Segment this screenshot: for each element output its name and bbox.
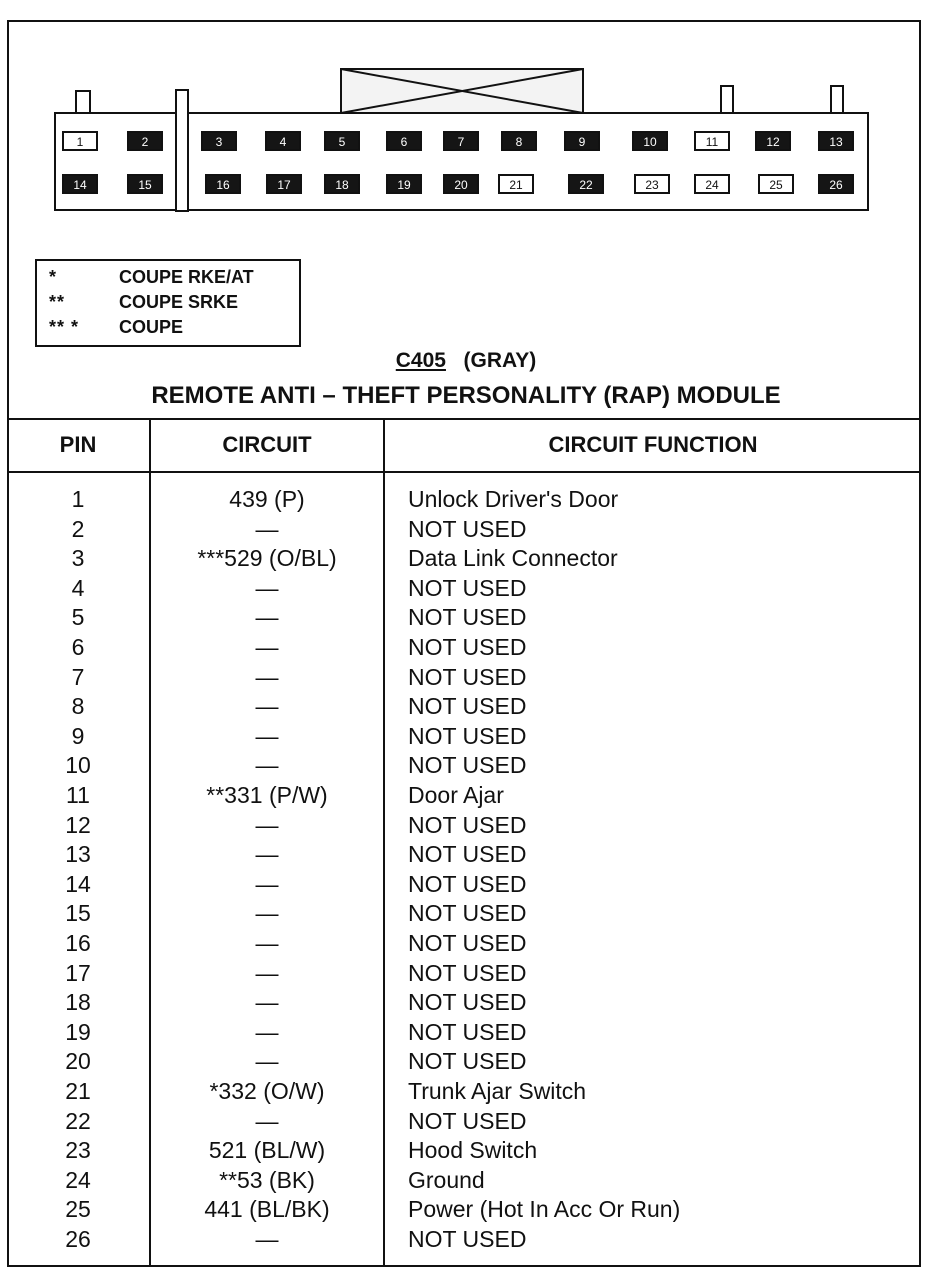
pin-label: 26 bbox=[829, 178, 843, 192]
pin-5 bbox=[325, 132, 359, 150]
pin-14 bbox=[63, 175, 97, 193]
pin-19 bbox=[387, 175, 421, 193]
pin-cell: 11 bbox=[66, 782, 90, 808]
function-cell: NOT USED bbox=[408, 604, 527, 631]
pin-cell: 24 bbox=[65, 1166, 91, 1193]
circuit-cell: — bbox=[255, 959, 279, 986]
connector-color: (GRAY) bbox=[463, 349, 537, 372]
pin-label: 2 bbox=[141, 135, 149, 149]
circuit-cell: — bbox=[255, 900, 279, 927]
function-cell: NOT USED bbox=[408, 722, 527, 749]
pin-cell: 6 bbox=[71, 634, 85, 660]
table-row bbox=[0, 575, 932, 605]
table-row bbox=[0, 1226, 932, 1256]
table-row bbox=[0, 841, 932, 871]
circuit-cell: *332 (O/W) bbox=[209, 1078, 325, 1104]
table-row bbox=[0, 782, 932, 812]
pin-7 bbox=[444, 132, 478, 150]
circuit-cell: — bbox=[255, 989, 279, 1016]
table-row bbox=[0, 930, 932, 960]
pin-cell: 2 bbox=[71, 515, 85, 542]
pin-label: 23 bbox=[645, 178, 659, 192]
pin-cell: 14 bbox=[65, 870, 91, 897]
legend-row bbox=[49, 315, 299, 340]
circuit-cell: — bbox=[255, 515, 279, 542]
pin-8 bbox=[502, 132, 536, 150]
circuit-cell: — bbox=[255, 693, 279, 720]
table-row bbox=[0, 1048, 932, 1078]
pin-23 bbox=[635, 175, 669, 193]
legend-box bbox=[35, 259, 301, 347]
function-cell: NOT USED bbox=[408, 811, 527, 838]
pin-label: 1 bbox=[76, 135, 84, 149]
pin-cell: 23 bbox=[65, 1137, 91, 1164]
function-cell: NOT USED bbox=[408, 663, 527, 690]
pin-label: 12 bbox=[766, 135, 780, 149]
pin-11 bbox=[695, 132, 729, 150]
pin-cell: 5 bbox=[71, 604, 85, 631]
pin-label: 10 bbox=[643, 135, 657, 149]
function-cell: NOT USED bbox=[408, 634, 527, 660]
pin-22 bbox=[569, 175, 603, 193]
circuit-cell: — bbox=[255, 634, 279, 660]
pin-12 bbox=[756, 132, 790, 150]
pin-cell: 18 bbox=[65, 989, 91, 1016]
table-row bbox=[0, 900, 932, 930]
legend-row bbox=[49, 290, 299, 315]
legend-symbol: * bbox=[49, 267, 58, 287]
table-row bbox=[0, 604, 932, 634]
pin-cell: 7 bbox=[71, 663, 85, 690]
circuit-cell: **331 (P/W) bbox=[206, 782, 328, 808]
pin-cell: 22 bbox=[65, 1107, 91, 1134]
pin-24 bbox=[695, 175, 729, 193]
function-cell: NOT USED bbox=[408, 1018, 527, 1045]
circuit-cell: — bbox=[255, 930, 279, 956]
legend-row bbox=[49, 265, 299, 290]
function-cell: Door Ajar bbox=[408, 782, 504, 808]
pin-cell: 17 bbox=[65, 959, 91, 986]
function-cell: NOT USED bbox=[408, 870, 527, 897]
function-cell: Hood Switch bbox=[408, 1137, 538, 1164]
pin-26 bbox=[819, 175, 853, 193]
pin-cell: 26 bbox=[65, 1226, 91, 1252]
circuit-cell: 521 (BL/W) bbox=[208, 1137, 326, 1164]
circuit-cell: — bbox=[255, 1048, 279, 1075]
pin-cell: 25 bbox=[65, 1196, 91, 1223]
pin-cell: 21 bbox=[65, 1078, 91, 1104]
function-cell: NOT USED bbox=[408, 841, 527, 868]
pin-17 bbox=[267, 175, 301, 193]
table-row bbox=[0, 752, 932, 782]
pin-cell: 12 bbox=[65, 811, 91, 838]
pin-label: 13 bbox=[829, 135, 843, 149]
function-cell: NOT USED bbox=[408, 989, 527, 1016]
pin-label: 24 bbox=[705, 178, 719, 192]
pin-cell: 9 bbox=[71, 722, 85, 749]
pin-4 bbox=[266, 132, 300, 150]
circuit-cell: — bbox=[255, 604, 279, 631]
table-row bbox=[0, 871, 932, 901]
table-row bbox=[0, 1137, 932, 1167]
function-cell: NOT USED bbox=[408, 693, 527, 720]
pin-label: 18 bbox=[335, 178, 349, 192]
circuit-cell: — bbox=[255, 722, 279, 749]
function-cell: NOT USED bbox=[408, 1226, 527, 1252]
pin-3 bbox=[202, 132, 236, 150]
header-circuit: CIRCUIT bbox=[222, 432, 312, 457]
function-cell: NOT USED bbox=[408, 959, 527, 986]
pin-2 bbox=[128, 132, 162, 150]
circuit-cell: — bbox=[255, 574, 279, 601]
pin-label: 6 bbox=[400, 135, 408, 149]
table-row bbox=[0, 1078, 932, 1108]
legend-text: COUPE bbox=[119, 317, 184, 337]
pin-label: 16 bbox=[216, 178, 230, 192]
function-cell: Power (Hot In Acc Or Run) bbox=[408, 1196, 681, 1223]
pin-cell: 15 bbox=[65, 900, 91, 927]
circuit-cell: 441 (BL/BK) bbox=[204, 1196, 330, 1223]
function-cell: NOT USED bbox=[408, 574, 527, 601]
pin-label: 5 bbox=[338, 135, 346, 149]
circuit-cell: — bbox=[255, 1226, 279, 1252]
legend-symbol: ** bbox=[49, 292, 66, 312]
legend-symbol: ** * bbox=[49, 317, 80, 337]
pin-cell: 13 bbox=[65, 841, 91, 868]
function-cell: NOT USED bbox=[408, 900, 527, 927]
pin-cell: 19 bbox=[65, 1018, 91, 1045]
function-cell: NOT USED bbox=[408, 1048, 527, 1075]
table-row bbox=[0, 664, 932, 694]
pin-label: 4 bbox=[279, 135, 287, 149]
header-function: CIRCUIT FUNCTION bbox=[548, 432, 758, 457]
pin-label: 8 bbox=[515, 135, 523, 149]
pin-label: 14 bbox=[73, 178, 87, 192]
pin-label: 7 bbox=[457, 135, 465, 149]
function-cell: NOT USED bbox=[408, 1107, 527, 1134]
table-row bbox=[0, 960, 932, 990]
circuit-cell: — bbox=[255, 663, 279, 690]
circuit-cell: ***529 (O/BL) bbox=[197, 545, 337, 572]
pin-6 bbox=[387, 132, 421, 150]
circuit-cell: — bbox=[255, 841, 279, 868]
circuit-cell: — bbox=[255, 1107, 279, 1134]
pin-10 bbox=[633, 132, 667, 150]
pin-18 bbox=[325, 175, 359, 193]
pin-cell: 1 bbox=[71, 486, 85, 512]
header-pin: PIN bbox=[59, 432, 97, 457]
circuit-cell: **53 (BK) bbox=[219, 1166, 315, 1193]
table-row bbox=[0, 634, 932, 664]
pin-cell: 20 bbox=[65, 1048, 91, 1075]
pin-cell: 4 bbox=[71, 574, 85, 601]
pin-cell: 3 bbox=[71, 545, 85, 572]
pin-label: 15 bbox=[138, 178, 152, 192]
pin-label: 25 bbox=[769, 178, 783, 192]
legend-text: COUPE SRKE bbox=[119, 292, 239, 312]
function-cell: Trunk Ajar Switch bbox=[408, 1078, 587, 1104]
circuit-cell: — bbox=[255, 870, 279, 897]
pin-21 bbox=[499, 175, 533, 193]
circuit-cell: — bbox=[255, 1018, 279, 1045]
table-row bbox=[0, 486, 932, 516]
pin-label: 20 bbox=[454, 178, 468, 192]
pin-label: 17 bbox=[277, 178, 291, 192]
circuit-cell: — bbox=[255, 811, 279, 838]
function-cell: Ground bbox=[408, 1166, 485, 1193]
pin-label: 11 bbox=[705, 135, 719, 149]
pin-cell: 10 bbox=[65, 752, 91, 779]
function-cell: NOT USED bbox=[408, 515, 527, 542]
pin-1 bbox=[63, 132, 97, 150]
pin-label: 9 bbox=[578, 135, 586, 149]
connector-title bbox=[0, 349, 932, 373]
pin-label: 21 bbox=[509, 178, 523, 192]
table-header-rule bbox=[7, 471, 921, 473]
table-row bbox=[0, 1167, 932, 1197]
table-row bbox=[0, 1196, 932, 1226]
legend-text: COUPE RKE/AT bbox=[119, 267, 254, 287]
table-row bbox=[0, 723, 932, 753]
pin-16 bbox=[206, 175, 240, 193]
pin-cell: 8 bbox=[71, 693, 85, 720]
pin-25 bbox=[759, 175, 793, 193]
table-row bbox=[0, 1019, 932, 1049]
table-row bbox=[0, 1108, 932, 1138]
pin-13 bbox=[819, 132, 853, 150]
pin-9 bbox=[565, 132, 599, 150]
pin-20 bbox=[444, 175, 478, 193]
module-title: REMOTE ANTI – THEFT PERSONALITY (RAP) MODULE bbox=[151, 382, 781, 409]
table-row bbox=[0, 545, 932, 575]
function-cell: NOT USED bbox=[408, 752, 527, 779]
table-row bbox=[0, 516, 932, 546]
table-row bbox=[0, 693, 932, 723]
function-cell: Data Link Connector bbox=[408, 545, 618, 572]
pin-label: 3 bbox=[215, 135, 223, 149]
circuit-cell: — bbox=[255, 752, 279, 779]
pin-label: 19 bbox=[397, 178, 411, 192]
table-row bbox=[0, 812, 932, 842]
pin-15 bbox=[128, 175, 162, 193]
pin-cell: 16 bbox=[65, 930, 91, 956]
table-row bbox=[0, 989, 932, 1019]
table-top-rule bbox=[7, 418, 921, 420]
pin-label: 22 bbox=[579, 178, 593, 192]
circuit-cell: 439 (P) bbox=[229, 486, 305, 512]
function-cell: NOT USED bbox=[408, 930, 527, 956]
connector-diagram bbox=[0, 0, 932, 220]
function-cell: Unlock Driver's Door bbox=[408, 486, 619, 512]
connector-id: C405 bbox=[395, 349, 446, 372]
